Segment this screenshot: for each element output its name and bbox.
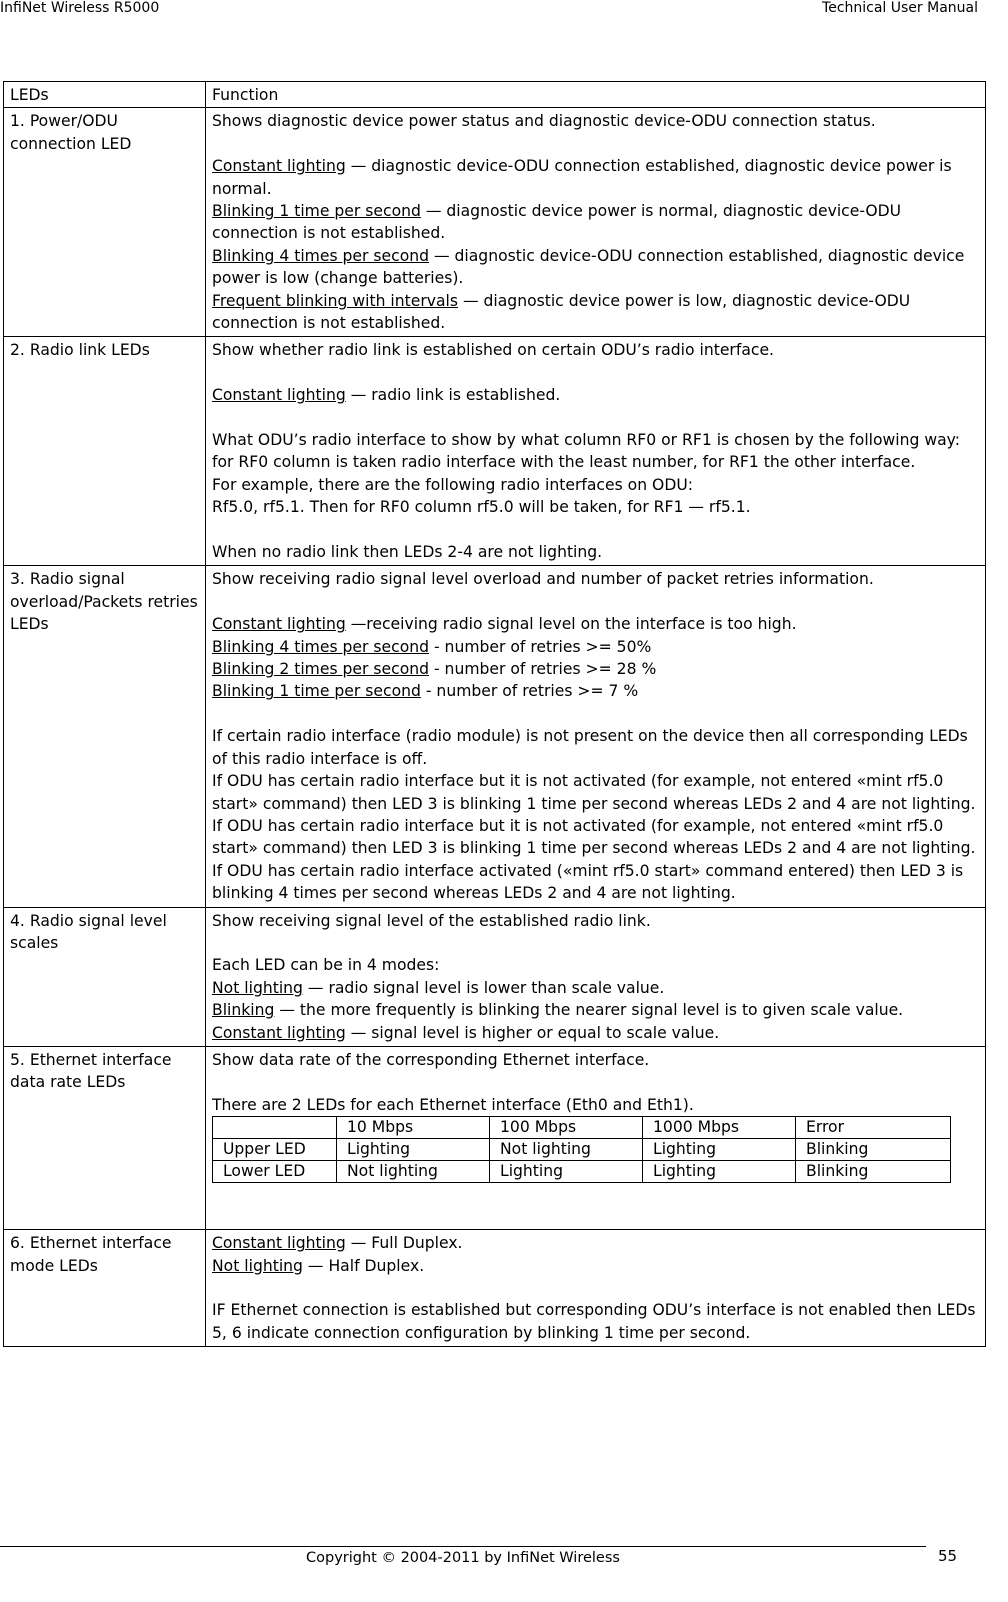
function-line [212,451,980,473]
rate-row-label: Upper LED [213,1139,337,1161]
paragraph-gap [212,407,980,429]
function-line [212,429,980,451]
mode-term: Blinking 2 times per second [212,660,430,679]
function-line [212,155,980,200]
paragraph-gap [212,703,980,725]
mode-term: Blinking 1 time per second [212,202,421,221]
function-text: - number of retries >= 7 % [420,682,639,701]
function-line [212,860,980,905]
copyright-footer: Copyright © 2004-2011 by InfiNet Wireless [306,1550,620,1566]
function-cell [206,337,986,566]
function-text: IF Ethernet connection is established but corresponding ODU’s interface is not enabled then LEDs 5, 6 indicate connection configuration by blinking 1 time per second. [212,1301,976,1342]
paragraph-gap [212,133,980,155]
function-text: — radio link is established. [345,386,561,405]
function-text: Show receiving signal level of the established radio link. [212,911,651,930]
rate-cell: Not lighting [490,1139,643,1161]
function-line [212,1022,980,1044]
page-number: 55 [938,1547,958,1565]
mode-term: Not lighting [212,978,303,997]
rate-row [213,1139,951,1161]
function-cell [206,1046,986,1229]
function-text: — diagnostic device power is low, diagnostic device-ODU connection is not established. [212,291,911,333]
function-line [212,1299,980,1344]
function-text: Show receiving radio signal level overload and number of packet retries information. [212,570,874,589]
mode-term: Frequent blinking with intervals [212,291,458,310]
table-row [4,1230,986,1347]
function-line [212,725,980,770]
led-name-cell: 6. Ethernet interface mode LEDs [4,1230,206,1347]
running-header-manual: Technical User Manual [822,0,978,16]
rate-header-cell: Error [796,1117,951,1139]
function-text: There are 2 LEDs for each Ethernet interface (Eth0 and Eth1). [212,1095,694,1114]
function-text: Show data rate of the corresponding Ethernet interface. [212,1050,650,1069]
paragraph-gap [212,591,980,613]
function-line [212,613,980,635]
mode-term: Constant lighting [212,1023,346,1042]
function-line [212,977,980,999]
mode-term: Constant lighting [212,1234,346,1253]
function-text: Show whether radio link is established on certain ODU’s radio interface. [212,341,775,360]
function-line [212,339,980,361]
function-line [212,910,980,932]
function-text: — signal level is higher or equal to scale value. [345,1023,720,1042]
function-line [212,770,980,815]
table-row [4,1046,986,1229]
function-text: for RF0 column is taken radio interface with the least number, for RF1 the other interface. [212,453,916,472]
function-text: If ODU has certain radio interface activated («mint rf5.0 start» command entered) then LED 3 is blinking 4 times per second whereas LEDs 2 and 4 are not lighting. [212,861,964,903]
rate-header-cell: 1000 Mbps [643,1117,796,1139]
table-row [4,566,986,907]
ethernet-rate-table [212,1116,951,1183]
rate-row-label: Lower LED [213,1161,337,1183]
rate-cell: Lighting [490,1161,643,1183]
function-line [212,1255,980,1277]
paragraph-gap [212,932,980,954]
function-text: What ODU’s radio interface to show by what column RF0 or RF1 is chosen by the following way: [212,431,961,450]
table-row [4,907,986,1046]
rate-header-cell: 100 Mbps [490,1117,643,1139]
function-text: If certain radio interface (radio module) is not present on the device then all corresponding LEDs of this radio interface is off. [212,727,968,768]
function-line [212,999,980,1021]
function-line [212,110,980,132]
mode-term: Constant lighting [212,386,346,405]
function-text: Each LED can be in 4 modes: [212,956,440,975]
rate-cell: Blinking [796,1139,951,1161]
led-name-cell: 3. Radio signal overload/Packets retries LEDs [4,566,206,907]
function-line [212,1232,980,1254]
function-text: — the more frequently is blinking the nearer signal level is to given scale value. [274,1001,904,1020]
function-cell [206,108,986,337]
function-line [212,541,980,563]
rate-cell: Lighting [643,1139,796,1161]
rate-cell: Lighting [643,1161,796,1183]
function-text: - number of retries >= 50% [429,637,652,656]
rate-cell: Not lighting [337,1161,490,1183]
function-text: Rf5.0, rf5.1. Then for RF0 column rf5.0 will be taken, for RF1 — rf5.1. [212,498,751,517]
function-text: — Half Duplex. [302,1256,425,1275]
mode-term: Constant lighting [212,615,346,634]
led-name-cell: 4. Radio signal level scales [4,907,206,1046]
function-line [212,1049,980,1071]
mode-term: Blinking [212,1001,275,1020]
footer-rule [0,1546,926,1547]
mode-term: Constant lighting [212,157,346,176]
table-row [4,108,986,337]
table-row [4,337,986,566]
function-line [212,496,980,518]
led-name-cell: 2. Radio link LEDs [4,337,206,566]
function-line [212,568,980,590]
running-header-title: InfiNet Wireless R5000 [0,0,160,16]
function-line [212,245,980,290]
function-cell [206,1230,986,1347]
table-header-row [4,82,986,108]
paragraph-gap [212,1277,980,1299]
function-text: —receiving radio signal level on the interface is too high. [345,615,797,634]
led-function-table [3,81,986,1347]
mode-term: Blinking 4 times per second [212,246,430,265]
function-line [212,680,980,702]
rate-cell: Lighting [337,1139,490,1161]
leds-column-header: LEDs [4,82,206,108]
function-line [212,384,980,406]
function-cell [206,907,986,1046]
function-text: If ODU has certain radio interface but it is not activated (for example, not entered «mint rf5.0 start» command) then LED 3 is blinking 1 time per second whereas LEDs 2 and 4 are not lighting. [212,772,976,813]
mode-term: Not lighting [212,1256,303,1275]
function-text: — diagnostic device power is normal, diagnostic device-ODU connection is not established. [212,202,902,243]
function-line [212,290,980,335]
function-column-header: Function [206,82,986,108]
function-line [212,658,980,680]
mode-term: Blinking 4 times per second [212,637,430,656]
function-text: — Full Duplex. [345,1234,463,1253]
function-text: - number of retries >= 28 % [429,660,657,679]
function-line [212,636,980,658]
rate-header-cell: 10 Mbps [337,1117,490,1139]
function-text: — radio signal level is lower than scale value. [302,978,665,997]
rate-header-row [213,1117,951,1139]
rate-row [213,1161,951,1183]
led-name-cell: 1. Power/ODU connection LED [4,108,206,337]
led-name-cell: 5. Ethernet interface data rate LEDs [4,1046,206,1229]
function-cell [206,566,986,907]
paragraph-gap [212,362,980,384]
cell-bottom-space [212,1183,980,1227]
mode-term: Blinking 1 time per second [212,682,421,701]
function-text: When no radio link then LEDs 2-4 are not lighting. [212,543,603,562]
function-text: — diagnostic device-ODU connection established, diagnostic device power is low (change batteries). [212,246,965,288]
function-text: Shows diagnostic device power status and diagnostic device-ODU connection status. [212,112,876,131]
function-line [212,474,980,496]
paragraph-gap [212,1071,980,1093]
function-text: — diagnostic device-ODU connection established, diagnostic device power is normal. [212,157,952,198]
function-text: If ODU has certain radio interface but it is not activated (for example, not entered «mint rf5.0 start» command) then LED 3 is blinking 1 time per second whereas LEDs 2 and 4 are not lighting. [212,816,976,858]
function-text: For example, there are the following radio interfaces on ODU: [212,475,693,494]
function-line [212,954,980,976]
function-line [212,815,980,860]
function-line [212,1094,980,1116]
rate-cell: Blinking [796,1161,951,1183]
function-line [212,200,980,245]
rate-header-cell [213,1117,337,1139]
paragraph-gap [212,519,980,541]
